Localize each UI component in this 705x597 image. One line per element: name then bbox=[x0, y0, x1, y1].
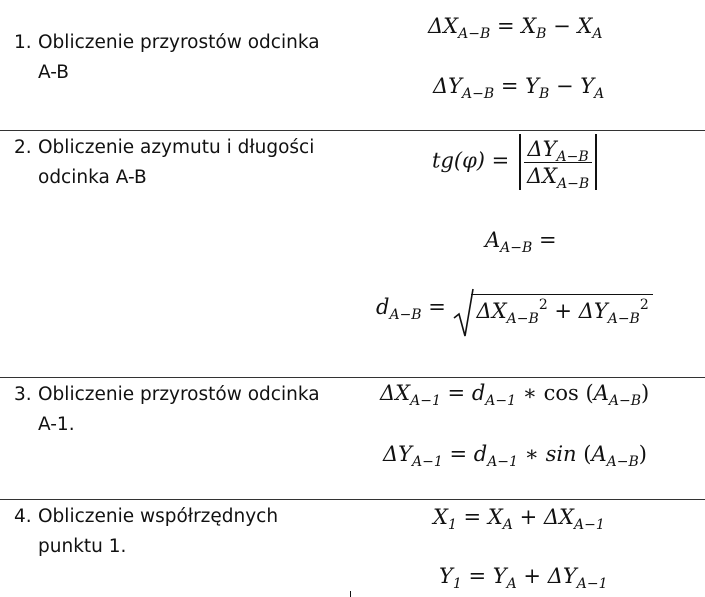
step-text-line1: Obliczenie współrzędnych bbox=[38, 506, 279, 527]
formula-dy-a1: $\Delta Y_{A-1} = d_{A-1}$ ∗ $\sin (A_{A-B})$ bbox=[383, 442, 647, 470]
step-2-label bbox=[14, 133, 344, 193]
step-number: 2. bbox=[14, 137, 32, 158]
step-text-line2: odcinka A-B bbox=[38, 167, 147, 188]
formula-dy-ab: $\Delta Y_{A-B} = Y_B - Y_A$ bbox=[433, 74, 605, 102]
formula-dx-ab: $\Delta X_{A-B} = X_B - X_A$ bbox=[428, 14, 603, 42]
formula-azimuth: $A_{A-B}$ = bbox=[485, 228, 557, 256]
formula-tangent: tg(φ) = $\frac{\Delta Y_{A-B}}{\Delta X_{A-B}}$ bbox=[432, 134, 600, 190]
formula-distance: $d_{A-B}$ = $\Delta X_{A-B}^2 + \Delta Y_{A-B}^2$ bbox=[376, 294, 653, 323]
step-text-line1: Obliczenie azymutu i długości bbox=[38, 137, 315, 158]
step-4-label bbox=[14, 502, 344, 562]
formula-dx-a1: $\Delta X_{A-1} = d_{A-1}$ ∗ $\cos (A_{A-B})$ bbox=[380, 381, 650, 409]
abs-bar-left bbox=[519, 134, 521, 190]
step-number: 4. bbox=[14, 506, 32, 527]
step-text-line1: Obliczenie przyrostów odcinka bbox=[38, 32, 320, 53]
step-text-line2: A-1. bbox=[38, 414, 75, 435]
formula-y1: $Y_1 = Y_A + \Delta Y_{A-1}$ bbox=[439, 564, 608, 592]
formula-x1: $X_1 = X_A + \Delta X_{A-1}$ bbox=[433, 505, 605, 533]
row-divider bbox=[0, 377, 705, 378]
step-text-line2: A-B bbox=[38, 62, 69, 83]
row-divider bbox=[0, 499, 705, 500]
text-cursor bbox=[350, 591, 351, 597]
step-1-label bbox=[14, 28, 344, 88]
step-text-line2: punktu 1. bbox=[38, 536, 127, 557]
abs-bar-right bbox=[595, 134, 597, 190]
row-divider bbox=[0, 130, 705, 131]
step-3-label bbox=[14, 380, 344, 440]
step-text-line1: Obliczenie przyrostów odcinka bbox=[38, 384, 320, 405]
step-number: 1. bbox=[14, 32, 32, 53]
square-root-icon: $\Delta X_{A-B}^2 + \Delta Y_{A-B}^2$ bbox=[453, 294, 653, 323]
step-number: 3. bbox=[14, 384, 32, 405]
